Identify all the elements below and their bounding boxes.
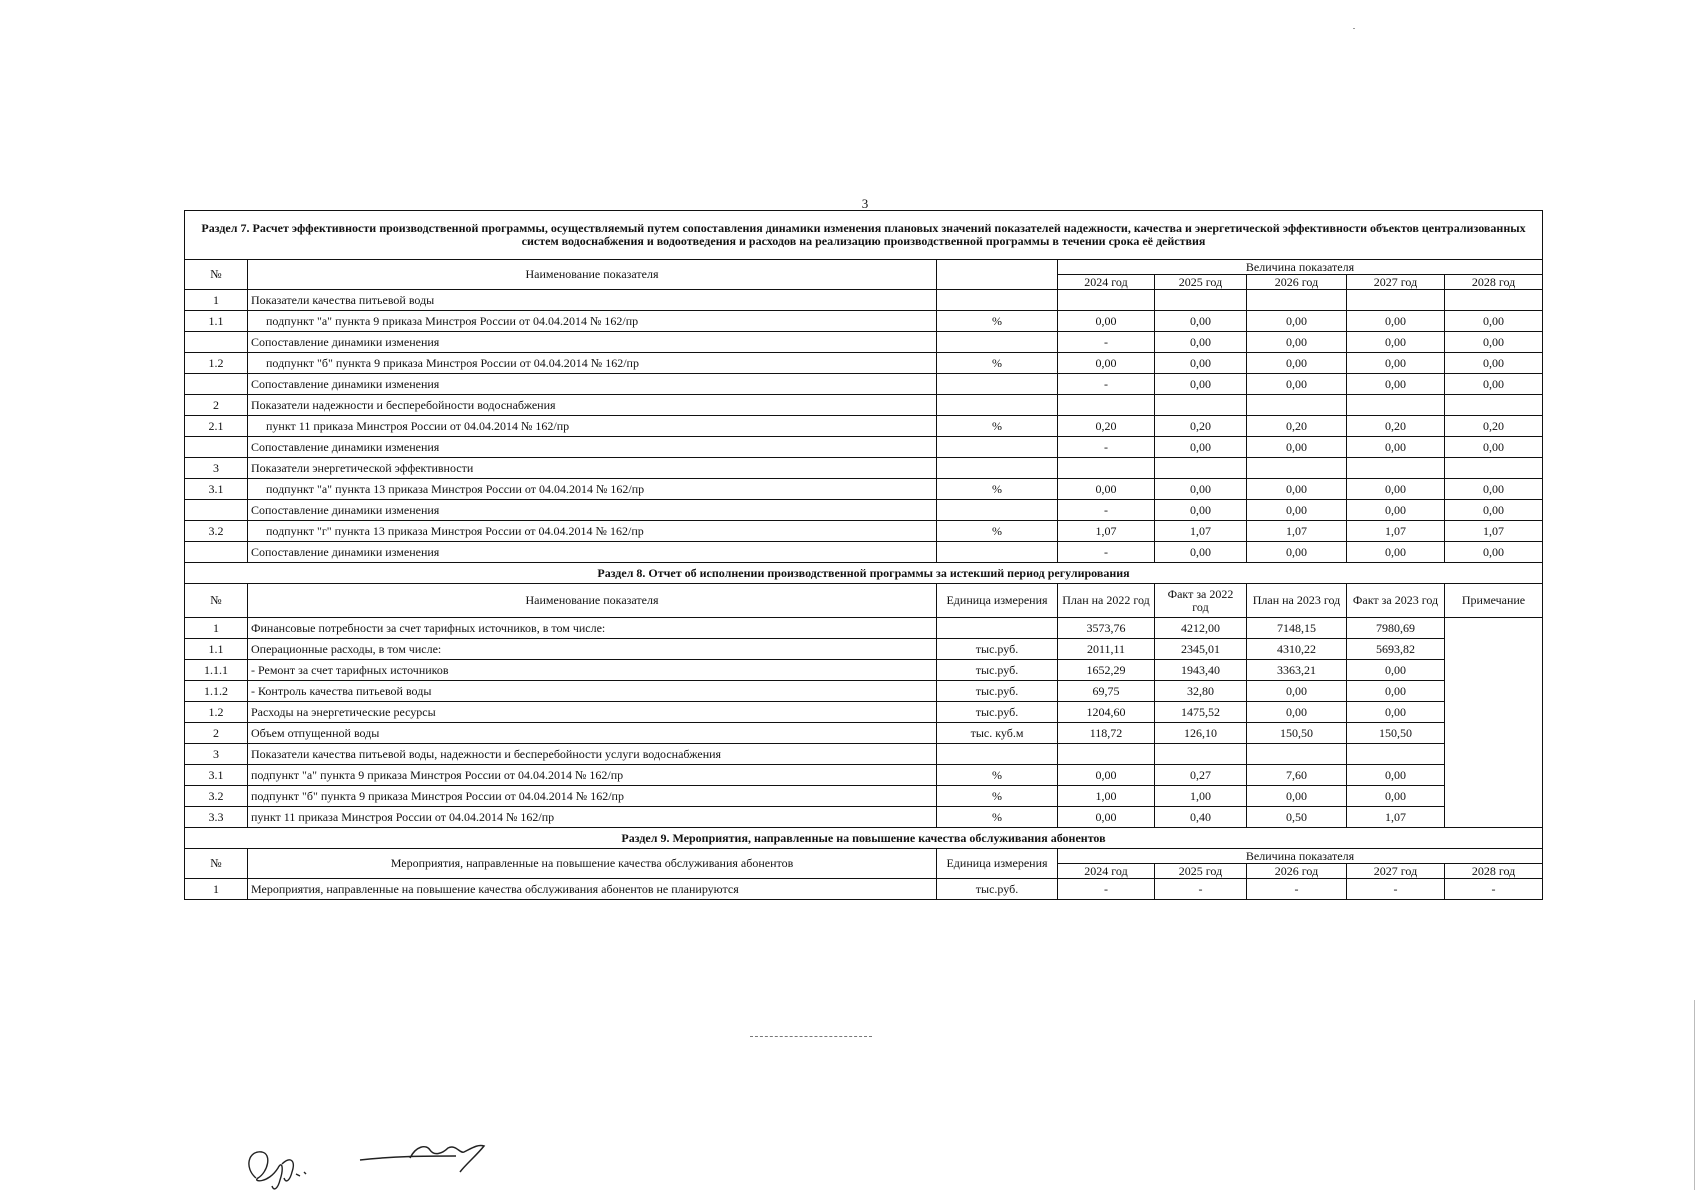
s7-row-value: 1,07 (1247, 521, 1347, 542)
s7-row-value: 0,00 (1445, 311, 1543, 332)
s8-table-row (185, 744, 1543, 765)
s8-row-num: 1.1.1 (185, 660, 248, 681)
s7-table-row (185, 332, 1543, 353)
s8-col-period: Факт за 2022 год (1155, 584, 1247, 618)
s7-row-name: подпункт "а" пункта 9 приказа Минстроя России от 04.04.2014 № 162/пр (248, 311, 937, 332)
s8-row-num: 1.2 (185, 702, 248, 723)
document-sheet (184, 210, 1542, 900)
s8-row-value: 0,00 (1247, 702, 1347, 723)
s7-row-value: 0,20 (1155, 416, 1247, 437)
s7-col-value: Величина показателя (1058, 260, 1543, 275)
s8-row-value: 7980,69 (1347, 618, 1445, 639)
s8-col-period: План на 2022 год (1058, 584, 1155, 618)
s7-row-value: 0,00 (1347, 437, 1445, 458)
s9-year-header: 2025 год (1155, 864, 1247, 879)
s7-row-value: 0,00 (1247, 479, 1347, 500)
s7-row-unit (937, 395, 1058, 416)
s9-table-row (185, 879, 1543, 900)
s8-row-value: 1,00 (1058, 786, 1155, 807)
s7-row-value: 0,00 (1445, 542, 1543, 563)
s7-row-value (1058, 458, 1155, 479)
s7-row-num (185, 437, 248, 458)
s7-table-row (185, 395, 1543, 416)
s7-row-unit (937, 542, 1058, 563)
s7-table-row (185, 437, 1543, 458)
s7-row-name: Сопоставление динамики изменения (248, 332, 937, 353)
s8-row-num: 1 (185, 618, 248, 639)
s7-row-num: 3 (185, 458, 248, 479)
s9-row-value: - (1155, 879, 1247, 900)
s7-row-value (1155, 290, 1247, 311)
s9-col-num: № (185, 849, 248, 879)
s8-table-row (185, 723, 1543, 744)
s7-row-value: 0,00 (1445, 374, 1543, 395)
s8-row-value: 1652,29 (1058, 660, 1155, 681)
s7-table-row (185, 416, 1543, 437)
s8-row-unit: тыс.руб. (937, 639, 1058, 660)
s7-row-num (185, 542, 248, 563)
s8-row-unit: тыс.руб. (937, 660, 1058, 681)
s8-row-unit: тыс.руб. (937, 681, 1058, 702)
s7-row-value: 0,00 (1247, 542, 1347, 563)
s7-table-row (185, 521, 1543, 542)
s7-row-num (185, 500, 248, 521)
s8-row-value: 1943,40 (1155, 660, 1247, 681)
s7-row-value: 1,07 (1347, 521, 1445, 542)
s8-note-cell (1445, 618, 1543, 828)
s8-row-name: Показатели качества питьевой воды, надежности и бесперебойности услуги водоснабжения (248, 744, 937, 765)
s8-row-value: 2011,11 (1058, 639, 1155, 660)
s8-row-value: 2345,01 (1155, 639, 1247, 660)
s8-row-unit (937, 744, 1058, 765)
section7-title: Раздел 7. Расчет эффективности производственной программы, осуществляемый путем сопоставления динамики изменения плановых значений показателей надежности, качества и энергетической эффективности объектов централизованных систем водоснабжения и водоотведения и расходов на реализацию производственной программы в течении срока её действия (185, 211, 1543, 260)
s7-row-value: 0,00 (1445, 353, 1543, 374)
s8-col-unit: Единица измерения (937, 584, 1058, 618)
s8-row-num: 3.1 (185, 765, 248, 786)
s7-row-num (185, 332, 248, 353)
s7-row-name: Сопоставление динамики изменения (248, 437, 937, 458)
s9-year-header: 2028 год (1445, 864, 1543, 879)
s7-row-value: 0,00 (1247, 353, 1347, 374)
s7-table-row (185, 542, 1543, 563)
s8-row-value (1058, 744, 1155, 765)
s8-col-period: Факт за 2023 год (1347, 584, 1445, 618)
s8-row-name: Финансовые потребности за счет тарифных источников, в том числе: (248, 618, 937, 639)
s8-table-row (185, 702, 1543, 723)
s7-row-unit (937, 332, 1058, 353)
s7-row-value: - (1058, 542, 1155, 563)
s7-row-value: 0,00 (1445, 332, 1543, 353)
s7-row-num: 3.1 (185, 479, 248, 500)
s7-row-value: 0,20 (1347, 416, 1445, 437)
s7-row-num: 2.1 (185, 416, 248, 437)
s8-row-value: 7148,15 (1247, 618, 1347, 639)
s8-row-value: 0,40 (1155, 807, 1247, 828)
s7-row-value: 0,00 (1445, 437, 1543, 458)
s7-row-num (185, 374, 248, 395)
s8-row-value: 1204,60 (1058, 702, 1155, 723)
s8-row-value (1247, 744, 1347, 765)
s8-table-row (185, 681, 1543, 702)
s9-row-unit: тыс.руб. (937, 879, 1058, 900)
s7-row-name: пункт 11 приказа Минстроя России от 04.04.2014 № 162/пр (248, 416, 937, 437)
s7-row-value: 0,00 (1445, 500, 1543, 521)
s7-row-value: 0,00 (1347, 353, 1445, 374)
s8-row-value: 1475,52 (1155, 702, 1247, 723)
s7-row-num: 1 (185, 290, 248, 311)
s7-row-value: 0,00 (1347, 311, 1445, 332)
s8-row-value: 0,00 (1247, 681, 1347, 702)
s7-row-value (1445, 290, 1543, 311)
s7-row-unit (937, 437, 1058, 458)
s7-row-name: Показатели энергетической эффективности (248, 458, 937, 479)
s8-row-unit: % (937, 807, 1058, 828)
s7-row-value (1347, 458, 1445, 479)
s7-row-name: Сопоставление динамики изменения (248, 374, 937, 395)
s8-row-value: 0,00 (1347, 765, 1445, 786)
s7-row-value: 0,00 (1155, 353, 1247, 374)
s8-row-value: 0,00 (1058, 807, 1155, 828)
s7-row-unit (937, 458, 1058, 479)
s8-row-value (1347, 744, 1445, 765)
s7-row-value: 0,00 (1155, 374, 1247, 395)
s8-row-name: пункт 11 приказа Минстроя России от 04.04.2014 № 162/пр (248, 807, 937, 828)
s7-row-name: Показатели надежности и бесперебойности водоснабжения (248, 395, 937, 416)
s8-row-value: 118,72 (1058, 723, 1155, 744)
s7-row-value: 0,00 (1155, 311, 1247, 332)
s9-year-header: 2026 год (1247, 864, 1347, 879)
s7-row-name: Сопоставление динамики изменения (248, 500, 937, 521)
s8-row-value: 3573,76 (1058, 618, 1155, 639)
s7-row-value: 0,00 (1155, 542, 1247, 563)
s8-row-value: 150,50 (1347, 723, 1445, 744)
s8-row-num: 3.3 (185, 807, 248, 828)
s7-row-name: подпункт "б" пункта 9 приказа Минстроя России от 04.04.2014 № 162/пр (248, 353, 937, 374)
s9-year-header: 2027 год (1347, 864, 1445, 879)
s7-row-value: - (1058, 332, 1155, 353)
dashed-rule (750, 1036, 872, 1037)
s8-row-value: 69,75 (1058, 681, 1155, 702)
s9-col-unit: Единица измерения (937, 849, 1058, 879)
s7-table-row (185, 290, 1543, 311)
speck (1353, 28, 1355, 29)
s7-row-unit: % (937, 479, 1058, 500)
s7-row-unit: % (937, 311, 1058, 332)
s7-year-header: 2025 год (1155, 275, 1247, 290)
s7-col-name: Наименование показателя (248, 260, 937, 290)
s9-row-value: - (1058, 879, 1155, 900)
s8-row-name: Расходы на энергетические ресурсы (248, 702, 937, 723)
s7-row-value: - (1058, 374, 1155, 395)
s8-row-unit: % (937, 765, 1058, 786)
s7-year-header: 2027 год (1347, 275, 1445, 290)
s7-row-num: 3.2 (185, 521, 248, 542)
section9-title: Раздел 9. Мероприятия, направленные на повышение качества обслуживания абонентов (185, 828, 1543, 849)
s7-row-value: 0,00 (1155, 479, 1247, 500)
s8-row-value: 1,07 (1347, 807, 1445, 828)
s7-row-name: подпункт "а" пункта 13 приказа Минстроя России от 04.04.2014 № 162/пр (248, 479, 937, 500)
s7-row-name: Сопоставление динамики изменения (248, 542, 937, 563)
s8-row-name: Объем отпущенной воды (248, 723, 937, 744)
s8-row-value: 0,50 (1247, 807, 1347, 828)
s7-row-num: 1.1 (185, 311, 248, 332)
s7-row-value (1155, 395, 1247, 416)
s7-row-value: 0,00 (1247, 374, 1347, 395)
s7-year-header: 2024 год (1058, 275, 1155, 290)
s7-row-value: 0,00 (1445, 479, 1543, 500)
s7-row-value: 0,00 (1347, 542, 1445, 563)
s8-row-value: 0,00 (1058, 765, 1155, 786)
s9-col-name: Мероприятия, направленные на повышение качества обслуживания абонентов (248, 849, 937, 879)
s9-row-value: - (1445, 879, 1543, 900)
s7-row-name: подпункт "г" пункта 13 приказа Минстроя России от 04.04.2014 № 162/пр (248, 521, 937, 542)
s8-row-value: 0,00 (1347, 702, 1445, 723)
s7-row-value (1058, 290, 1155, 311)
edge-line (1694, 1000, 1695, 1190)
s7-row-value: 0,00 (1155, 332, 1247, 353)
s7-row-value (1347, 290, 1445, 311)
s8-row-value: 150,50 (1247, 723, 1347, 744)
s8-row-value: 0,00 (1347, 786, 1445, 807)
s7-row-unit (937, 290, 1058, 311)
signature-mark (238, 1138, 338, 1194)
s9-row-num: 1 (185, 879, 248, 900)
s8-col-period: План на 2023 год (1247, 584, 1347, 618)
s7-col-num: № (185, 260, 248, 290)
s9-row-value: - (1347, 879, 1445, 900)
s7-row-unit: % (937, 521, 1058, 542)
s8-row-unit: % (937, 786, 1058, 807)
s8-row-value: 5693,82 (1347, 639, 1445, 660)
s7-year-header: 2028 год (1445, 275, 1543, 290)
s7-row-value: 0,00 (1347, 500, 1445, 521)
s7-row-value (1247, 458, 1347, 479)
s7-row-value: 1,07 (1445, 521, 1543, 542)
s7-row-value: 0,00 (1347, 332, 1445, 353)
s7-table-row (185, 311, 1543, 332)
s8-row-num: 2 (185, 723, 248, 744)
s7-row-unit (937, 374, 1058, 395)
section8-title: Раздел 8. Отчет об исполнении производственной программы за истекший период регулирования (185, 563, 1543, 584)
s7-row-value: 0,20 (1247, 416, 1347, 437)
s7-row-value: 0,20 (1445, 416, 1543, 437)
s7-row-value (1445, 395, 1543, 416)
s7-row-num: 2 (185, 395, 248, 416)
s9-year-header: 2024 год (1058, 864, 1155, 879)
s7-row-value: 1,07 (1058, 521, 1155, 542)
s7-row-value: 0,00 (1155, 437, 1247, 458)
s8-row-value: 32,80 (1155, 681, 1247, 702)
s8-row-num: 3 (185, 744, 248, 765)
s8-row-num: 1.1.2 (185, 681, 248, 702)
s8-row-value (1155, 744, 1247, 765)
s7-row-value: 0,00 (1155, 500, 1247, 521)
s7-year-header: 2026 год (1247, 275, 1347, 290)
s7-row-value: 0,00 (1347, 374, 1445, 395)
s8-row-name: подпункт "б" пункта 9 приказа Минстроя России от 04.04.2014 № 162/пр (248, 786, 937, 807)
s7-row-value: 0,20 (1058, 416, 1155, 437)
s8-row-name: подпункт "а" пункта 9 приказа Минстроя России от 04.04.2014 № 162/пр (248, 765, 937, 786)
s7-row-name: Показатели качества питьевой воды (248, 290, 937, 311)
s7-row-unit (937, 500, 1058, 521)
s8-row-value: 7,60 (1247, 765, 1347, 786)
s8-row-num: 1.1 (185, 639, 248, 660)
s7-row-value (1347, 395, 1445, 416)
s7-row-value: - (1058, 500, 1155, 521)
s7-row-value: 0,00 (1058, 479, 1155, 500)
s7-row-value: 0,00 (1247, 437, 1347, 458)
s7-row-value (1247, 395, 1347, 416)
s7-table-row (185, 500, 1543, 521)
s8-row-name: Операционные расходы, в том числе: (248, 639, 937, 660)
s7-row-unit: % (937, 353, 1058, 374)
s8-row-value: 3363,21 (1247, 660, 1347, 681)
s7-table-row (185, 479, 1543, 500)
s8-table-row (185, 618, 1543, 639)
s8-row-name: - Ремонт за счет тарифных источников (248, 660, 937, 681)
s7-row-value: 0,00 (1247, 311, 1347, 332)
s8-row-name: - Контроль качества питьевой воды (248, 681, 937, 702)
s8-row-value: 0,00 (1347, 660, 1445, 681)
s7-row-value: 0,00 (1247, 332, 1347, 353)
s7-row-value (1445, 458, 1543, 479)
s8-row-value: 126,10 (1155, 723, 1247, 744)
s7-table-row (185, 353, 1543, 374)
s7-table-row (185, 374, 1543, 395)
s8-col-num: № (185, 584, 248, 618)
s9-row-value: - (1247, 879, 1347, 900)
s9-col-value: Величина показателя (1058, 849, 1543, 864)
s7-row-value (1155, 458, 1247, 479)
s7-row-value (1247, 290, 1347, 311)
s8-table-row (185, 786, 1543, 807)
s8-row-unit: тыс.руб. (937, 702, 1058, 723)
s8-col-name: Наименование показателя (248, 584, 937, 618)
s8-row-value: 0,00 (1247, 786, 1347, 807)
s8-row-unit: тыс. куб.м (937, 723, 1058, 744)
s7-row-value: 0,00 (1247, 500, 1347, 521)
s7-row-value: - (1058, 437, 1155, 458)
s8-table-row (185, 807, 1543, 828)
s8-row-value: 1,00 (1155, 786, 1247, 807)
s8-row-value: 0,00 (1347, 681, 1445, 702)
s7-row-value: 0,00 (1058, 353, 1155, 374)
s7-row-value (1058, 395, 1155, 416)
s9-row-name: Мероприятия, направленные на повышение качества обслуживания абонентов не планируются (248, 879, 937, 900)
s7-row-unit: % (937, 416, 1058, 437)
s8-table-row (185, 660, 1543, 681)
s8-row-value: 0,27 (1155, 765, 1247, 786)
page-number: 3 (861, 196, 869, 211)
s8-row-value: 4212,00 (1155, 618, 1247, 639)
s8-col-note: Примечание (1445, 584, 1543, 618)
s7-col-unit (937, 260, 1058, 290)
s7-row-num: 1.2 (185, 353, 248, 374)
s8-table-row (185, 765, 1543, 786)
s8-row-unit (937, 618, 1058, 639)
s7-row-value: 0,00 (1347, 479, 1445, 500)
s8-row-value: 4310,22 (1247, 639, 1347, 660)
s7-table-row (185, 458, 1543, 479)
s8-table-row (185, 639, 1543, 660)
s8-row-num: 3.2 (185, 786, 248, 807)
s7-row-value: 1,07 (1155, 521, 1247, 542)
s7-row-value: 0,00 (1058, 311, 1155, 332)
signature-mark-2 (356, 1134, 526, 1178)
report-table (184, 210, 1543, 900)
